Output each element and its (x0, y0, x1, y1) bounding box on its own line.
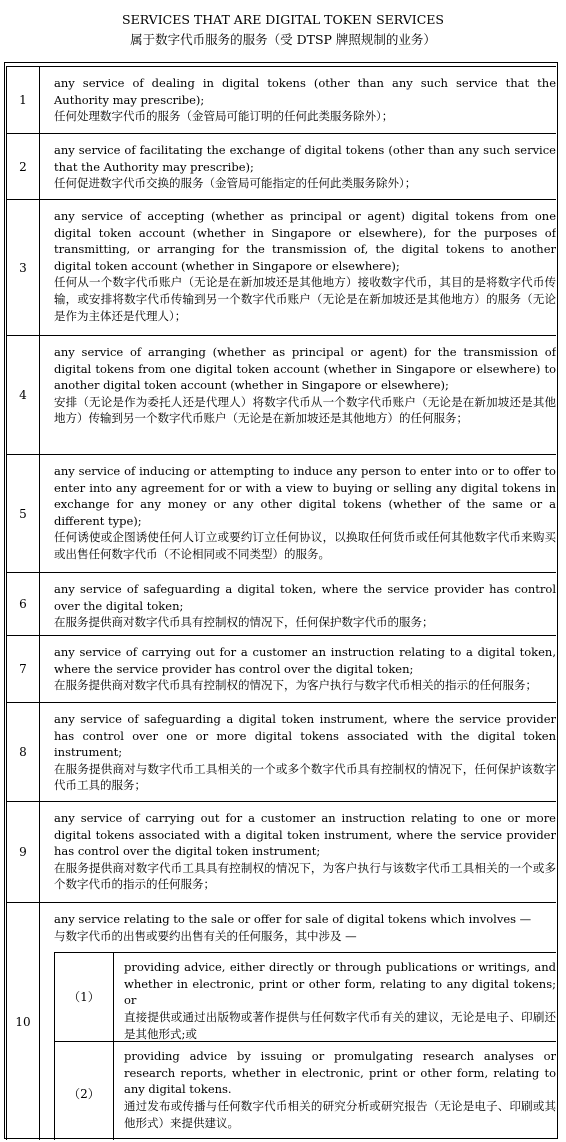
row-text-en: any service of accepting (whether as principal or agent) digital tokens from one digital token account (whether in Singapore or elsewhere), for the purposes of transmitting, or arranging for the transmission of, the digital tokens to another digital token account (whether in Singapore or elsewhere); (54, 209, 556, 273)
row-text-zh: 在服务提供商对数字代币工具具有控制权的情况下，为客户执行与该数字代币工具相关的一个或多个数字代币的指示的任何服务； (54, 860, 556, 892)
row-text-en: any service of carrying out for a customer an instruction relating to one or more digital tokens associated with a digital token instrument, where the service provider has control over the digital token instrument; (54, 811, 556, 859)
row-content (40, 200, 556, 335)
table-row (7, 67, 556, 134)
table-row (7, 573, 556, 636)
row-number: 3 (7, 200, 40, 335)
table-row (7, 903, 556, 1140)
row-text-en: any service of safeguarding a digital token instrument, where the service provider has control over one or more digital tokens associated with the digital token instrument; (54, 712, 556, 760)
row-number: 8 (7, 703, 40, 801)
sub-table (54, 952, 556, 1140)
sub-row-number: （1） (55, 953, 114, 1041)
row-text-en: any service of carrying out for a customer an instruction relating to a digital token, where the service provider has control over the digital token; (54, 645, 556, 676)
row-number: 7 (7, 636, 40, 702)
row-text-en: any service of facilitating the exchange of digital tokens (other than any such service that the Authority may prescribe); (54, 143, 556, 174)
row-number: 5 (7, 455, 40, 572)
row-content (40, 903, 556, 1140)
table-row (7, 636, 556, 703)
table-row (7, 134, 556, 200)
row-lead-en: any service relating to the sale or offer for sale of digital tokens which involves — (54, 912, 532, 926)
row-text-zh: 任何促进数字代币交换的服务（金管局可能指定的任何此类服务除外）； (54, 176, 417, 191)
row-text-en: any service of inducing or attempting to induce any person to enter into or to offer to enter into any agreement for or with a view to buying or selling any digital tokens in exchange for any money or any other digital tokens (whether of the same or a different type); (54, 464, 556, 528)
row-number: 6 (7, 573, 40, 635)
row-text-en: any service of safeguarding a digital token, where the service provider has control over the digital token; (54, 582, 556, 613)
row-number: 4 (7, 336, 40, 454)
row-content (40, 455, 556, 572)
services-table (6, 66, 556, 1140)
sub-row-content (114, 953, 556, 1041)
sub-row-content (114, 1042, 556, 1140)
table-row (7, 455, 556, 573)
sub-row (55, 1042, 556, 1140)
row-content (40, 703, 556, 801)
sub-row-text-zh: 直接提供或通过出版物或著作提供与任何数字代币有关的建议，无论是电子、印刷还是其他形式;或 (124, 1009, 556, 1041)
row-text-zh: 任何从一个数字代币账户（无论是在新加坡还是其他地方）接收数字代币，其目的是将数字代币传输，或安排将数字代币传输到另一个数字代币账户（无论是在新加坡还是其他地方）的服务（无论是作为主体还是代理人）； (54, 275, 556, 323)
title-english: SERVICES THAT ARE DIGITAL TOKEN SERVICES (122, 12, 444, 27)
row-content (40, 134, 556, 199)
sub-row-text-en: providing advice by issuing or promulgating research analyses or research reports, whether in electronic, print or other form, relating to any digital tokens. (124, 1049, 556, 1097)
row-lead (40, 911, 556, 944)
row-lead-zh: 与数字代币的出售或要约出售有关的任何服务，其中涉及 — (54, 928, 357, 943)
row-text-en: any service of arranging (whether as principal or agent) for the transmission of digital tokens from one digital token account (whether in Singapore or elsewhere) to another digital token account (whether in Singapore or elsewhere); (54, 345, 556, 393)
row-content (40, 802, 556, 902)
row-text-zh: 在服务提供商对与数字代币工具相关的一个或多个数字代币具有控制权的情况下，任何保护该数字代币工具的服务； (54, 761, 556, 793)
sub-row-text-zh: 通过发布或传播与任何数字代币相关的研究分析或研究报告（无论是电子、印刷或其他形式）来提供建议。 (124, 1098, 556, 1130)
row-text-en: any service of dealing in digital tokens (other than any such service that the Authority may prescribe); (54, 76, 556, 107)
row-content (40, 336, 556, 454)
row-number: 2 (7, 134, 40, 199)
row-content (40, 636, 556, 702)
row-content (40, 67, 556, 133)
row-text-zh: 在服务提供商对数字代币具有控制权的情况下，为客户执行与数字代币相关的指示的任何服务； (54, 678, 537, 693)
table-row (7, 336, 556, 455)
sub-row (55, 953, 556, 1042)
sub-row-number: （2） (55, 1042, 114, 1140)
row-number: 1 (7, 67, 40, 133)
row-content (40, 573, 556, 635)
row-number: 9 (7, 802, 40, 902)
row-number: 10 (7, 903, 40, 1140)
row-text-zh: 任何处理数字代币的服务（金管局可能订明的任何此类服务除外）； (54, 109, 394, 124)
row-text-zh: 在服务提供商对数字代币具有控制权的情况下，任何保护数字代币的服务； (54, 615, 434, 630)
sub-row-text-en: providing advice, either directly or through publications or writings, and whether in electronic, print or other form, relating to any digital tokens; or (124, 960, 556, 1008)
title-chinese: 属于数字代币服务的服务（受 DTSP 牌照规制的业务） (130, 32, 436, 47)
table-row (7, 200, 556, 336)
table-row (7, 703, 556, 802)
row-text-zh: 安排（无论是作为委托人还是代理人）将数字代币从一个数字代币账户（无论是在新加坡还是其他地方）传输到另一个数字代币账户（无论是在新加坡还是其他地方）的任何服务； (54, 394, 556, 426)
table-row (7, 802, 556, 903)
document-header (0, 0, 566, 62)
row-text-zh: 任何诱使或企图诱使任何人订立或要约订立任何协议，以换取任何货币或任何其他数字代币来购买或出售任何数字代币（不论相同或不同类型）的服务。 (54, 530, 556, 561)
